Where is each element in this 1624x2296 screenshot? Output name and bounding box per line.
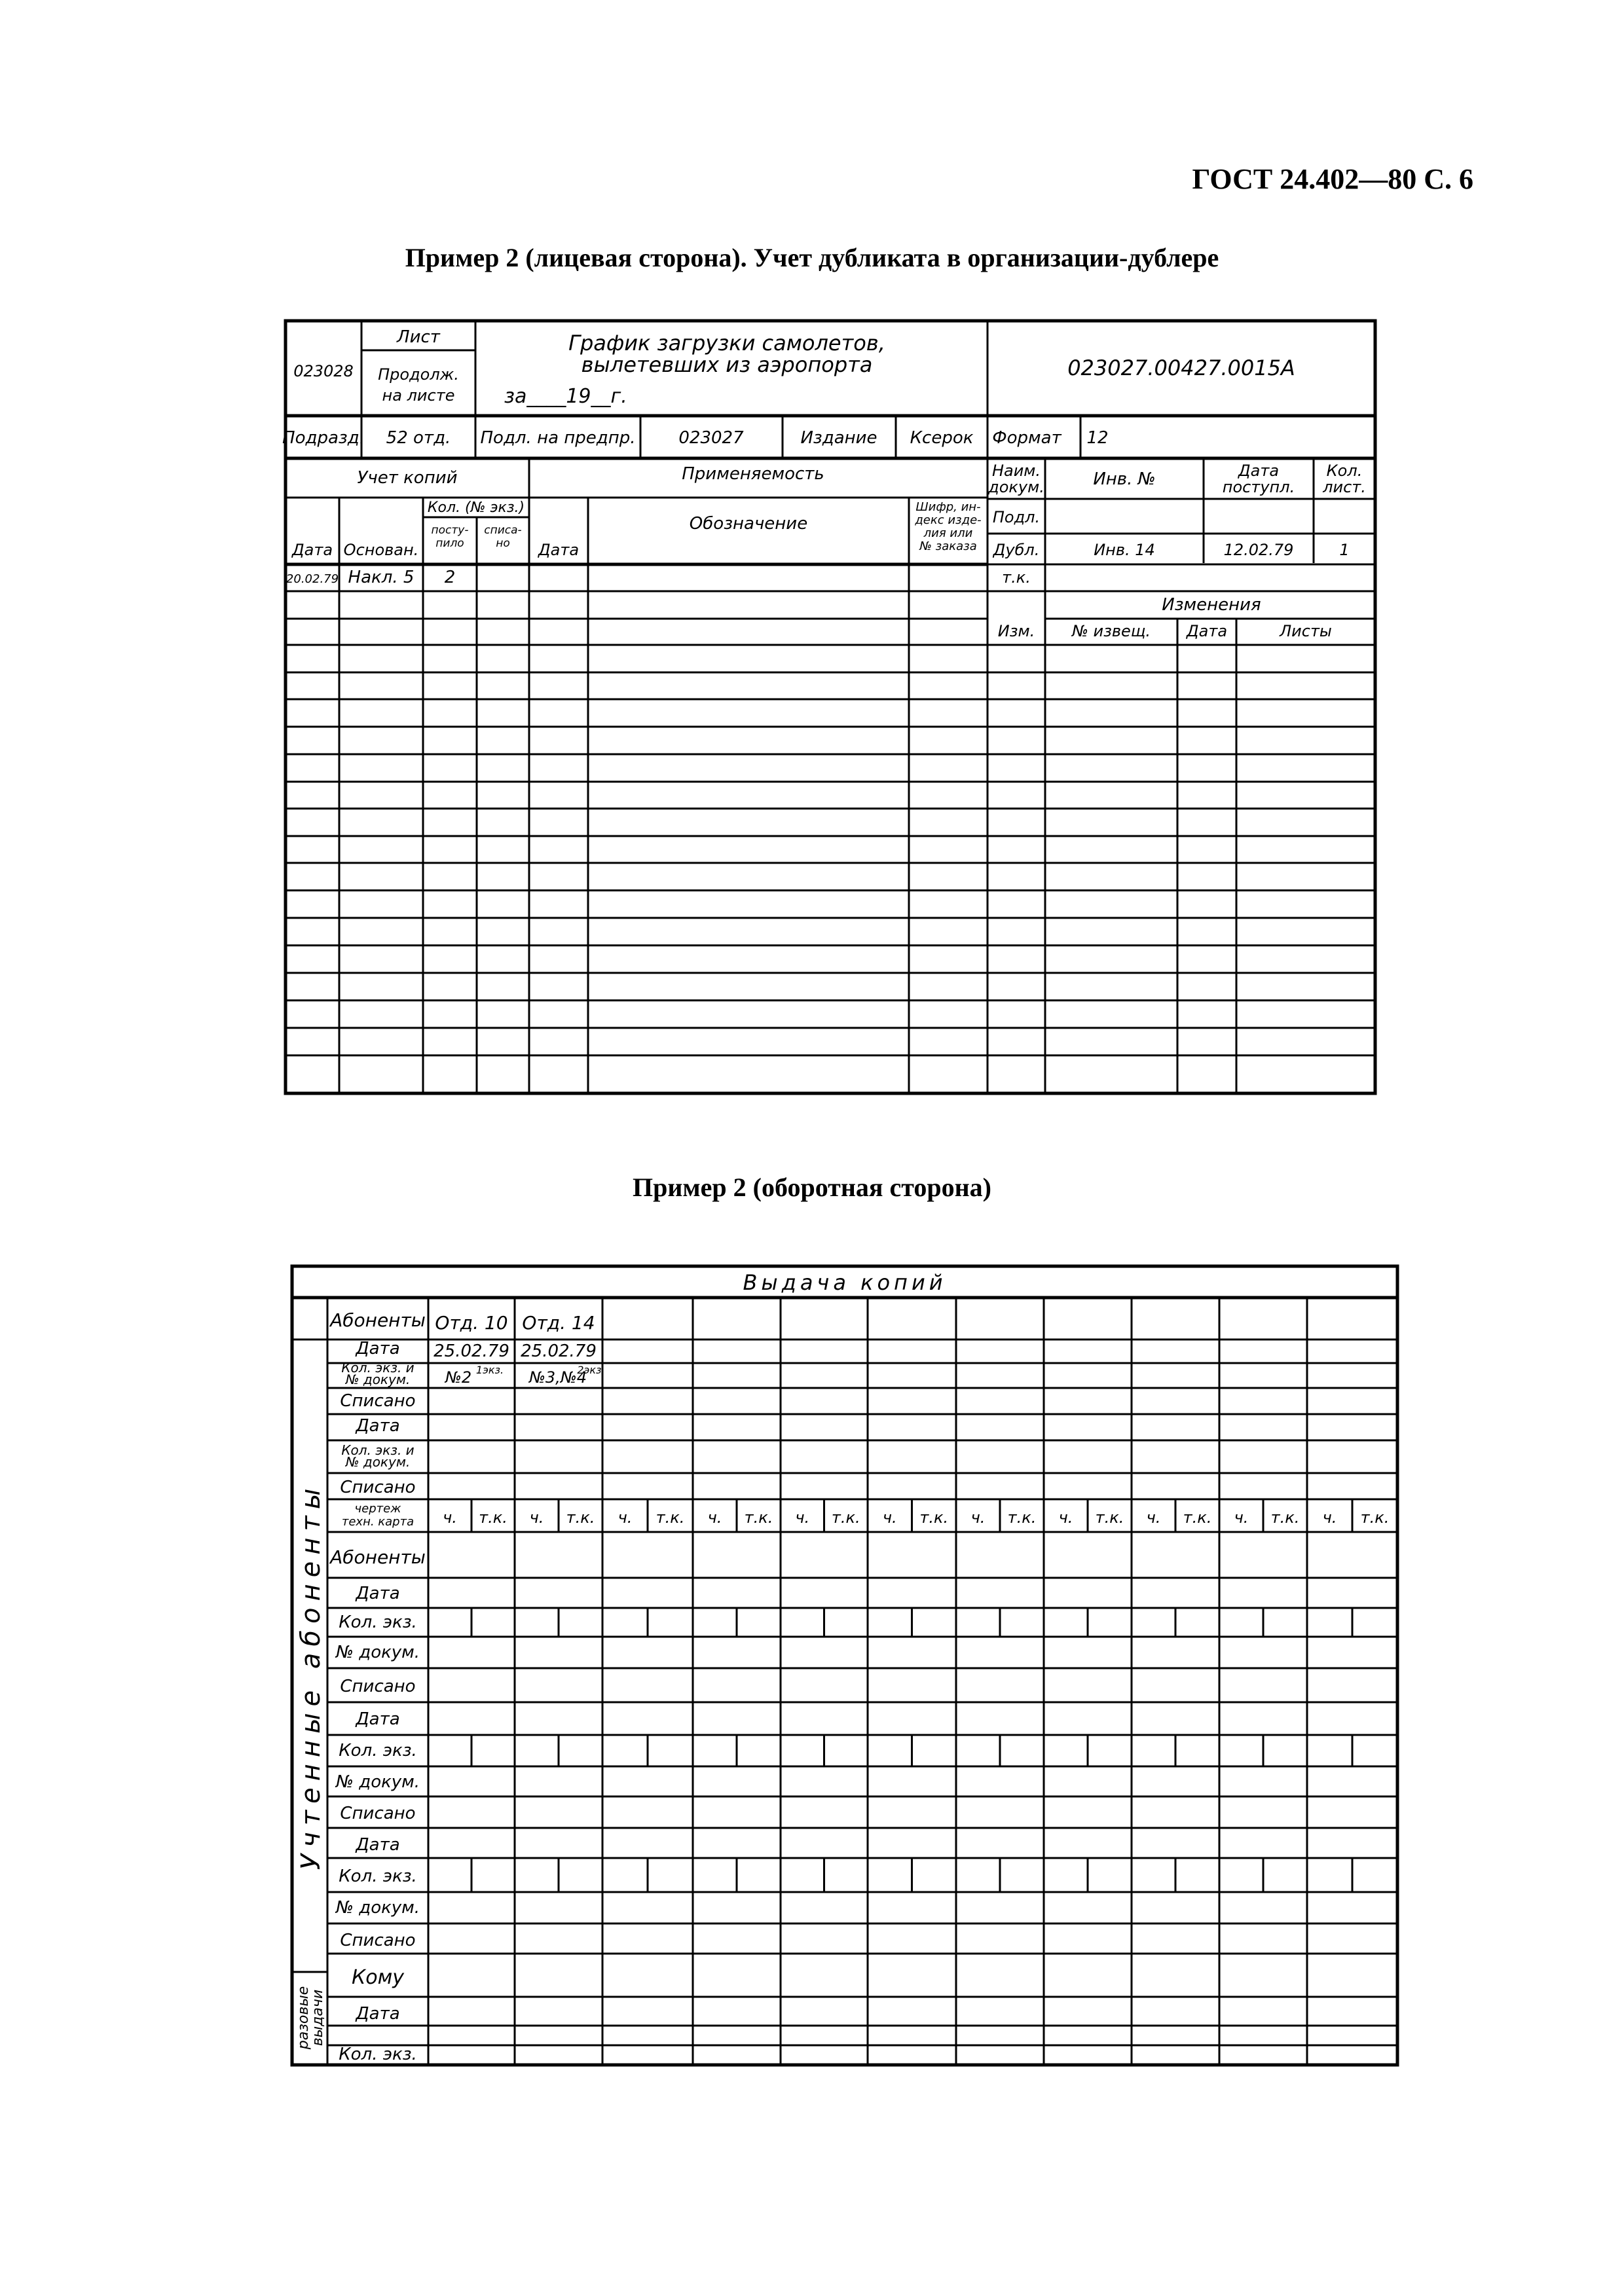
kol-list-2: лист.	[1323, 478, 1366, 496]
podl-value: 023027	[678, 428, 744, 448]
data-post-1: Дата	[1238, 462, 1280, 480]
back-row-label: Дата	[356, 1339, 400, 1358]
back-row-label: Кол. экз.	[339, 2045, 417, 2064]
tk-label: т.к.	[1095, 1508, 1124, 1527]
back-row-label: № докум.	[345, 1454, 411, 1470]
tk-label: т.к.	[479, 1508, 507, 1527]
postupilo-2: пило	[435, 537, 464, 550]
shifr-3: лия или	[923, 526, 973, 540]
front-title-2: вылетевших из аэропорта	[581, 352, 873, 377]
side-label: Учтенные абоненты	[296, 1482, 326, 1870]
format-label: Формат	[992, 428, 1061, 448]
tk-label: т.к.	[919, 1508, 949, 1527]
back-row-label: Абоненты	[330, 1309, 426, 1331]
front-caption: Пример 2 (лицевая сторона). Учет дубликата в организации-дублере	[405, 243, 1219, 272]
back-row-label: Дата	[356, 2004, 400, 2024]
dubl-row: Дубл.	[993, 541, 1040, 559]
front-prodolzh-1: Продолж.	[378, 365, 459, 384]
vydacha-title: Выдача копий	[743, 1270, 947, 1295]
front-doc-number: 023027.00427.0015А	[1067, 355, 1295, 380]
tk-label: т.к.	[744, 1508, 773, 1527]
back-row-label: Списано	[340, 1804, 416, 1823]
ch-label: ч.	[882, 1508, 897, 1527]
izm: Изм.	[997, 622, 1035, 640]
back-row-label: Дата	[356, 1835, 400, 1855]
back-row-label: техн. карта	[341, 1515, 415, 1529]
back-row-label: чертеж	[354, 1502, 401, 1516]
ch-label: ч.	[1146, 1508, 1161, 1527]
back-row-label: Абоненты	[330, 1546, 426, 1568]
oboznachenie: Обозначение	[689, 514, 808, 534]
izdanie-value: Ксерок	[910, 428, 974, 448]
date-1: 25.02.79	[434, 1341, 509, 1361]
back-row-label: Дата	[356, 1416, 400, 1436]
tk-label: т.к.	[831, 1508, 860, 1527]
ch-label: ч.	[1234, 1508, 1249, 1527]
row1-post: 2	[444, 568, 456, 587]
back-row-label: Кол. экз.	[339, 1741, 417, 1760]
tk-label: т.к.	[1183, 1508, 1212, 1527]
ch-label: ч.	[443, 1508, 457, 1527]
num-2-sup: 2экз	[577, 1364, 602, 1376]
back-row-label: № докум.	[345, 1372, 411, 1387]
tk-label: т.к.	[1270, 1508, 1300, 1527]
uchet-kopiy: Учет копий	[357, 468, 458, 488]
back-row-label: Списано	[340, 1677, 416, 1696]
shifr-4: № заказа	[919, 539, 977, 553]
page-header: ГОСТ 24.402—80 С. 6	[1192, 163, 1473, 195]
front-title-3: за____19__г.	[504, 385, 627, 408]
back-caption: Пример 2 (оборотная сторона)	[633, 1173, 991, 1202]
back-row-label: № докум.	[335, 1772, 420, 1792]
kol-ekz-header: Кол. (№ экз.)	[427, 500, 525, 516]
tk-row: т.к.	[1002, 568, 1031, 587]
ch-label: ч.	[707, 1508, 722, 1527]
shifr-2: декс изде-	[915, 513, 982, 527]
spisano-1: списа-	[484, 524, 522, 537]
format-value: 12	[1086, 428, 1109, 448]
abonent-2: Отд. 14	[522, 1312, 595, 1334]
ch-label: ч.	[795, 1508, 810, 1527]
num-1-sup: 1экз.	[475, 1364, 504, 1376]
back-row-label: Списано	[340, 1931, 416, 1950]
ch-label: ч.	[970, 1508, 986, 1527]
ch-label: ч.	[529, 1508, 544, 1527]
back-row-label: Кол. экз.	[339, 1867, 417, 1886]
spisano-2: но	[496, 537, 510, 550]
abonent-1: Отд. 10	[435, 1312, 508, 1334]
num-2: №3,№4	[528, 1368, 587, 1387]
data-post-2: поступл.	[1222, 478, 1295, 496]
ch-label: ч.	[1058, 1508, 1073, 1527]
back-row-label: Кол. экз. и	[341, 1360, 415, 1376]
tk-label: т.к.	[1007, 1508, 1037, 1527]
dubl-inv: Инв. 14	[1094, 541, 1155, 559]
naim-1: Наим.	[991, 462, 1041, 480]
side-label2-2: выдачи	[310, 1989, 326, 2047]
izm-data: Дата	[1186, 622, 1228, 640]
back-row-label: Дата	[356, 1709, 400, 1729]
shifr-1: Шифр, ин-	[915, 500, 981, 514]
tk-label: т.к.	[655, 1508, 685, 1527]
date-2: 25.02.79	[521, 1341, 597, 1361]
data-col: Дата	[291, 541, 333, 559]
side-label2-1: разовые	[295, 1986, 312, 2050]
kol-list-1: Кол.	[1326, 462, 1363, 480]
back-row-label: Кому	[351, 1966, 405, 1989]
listy: Листы	[1280, 622, 1332, 640]
front-title-1: График загрузки самолетов,	[568, 331, 885, 355]
data-col2: Дата	[538, 541, 580, 559]
num-1: №2	[445, 1368, 472, 1387]
back-row-label: Кол. экз.	[339, 1613, 417, 1632]
front-prodolzh-2: на листе	[382, 386, 455, 405]
primenyaemost: Применяемость	[682, 464, 824, 484]
podrazd-value: 52 отд.	[386, 428, 451, 448]
osnovan-col: Основан.	[343, 541, 419, 559]
ch-label: ч.	[618, 1508, 633, 1527]
row1-date: 20.02.79	[286, 572, 339, 586]
dubl-date: 12.02.79	[1223, 541, 1294, 559]
podl-label: Подл. на предпр.	[480, 428, 636, 448]
row1-osnov: Накл. 5	[348, 568, 415, 587]
izmeneniya: Изменения	[1162, 595, 1261, 615]
tk-label: т.к.	[1360, 1508, 1390, 1527]
postupilo-1: посту-	[431, 524, 469, 537]
podl-row: Подл.	[992, 508, 1041, 526]
dubl-kol: 1	[1339, 541, 1350, 559]
back-row-label: № докум.	[335, 1898, 420, 1918]
back-row-label: Списано	[340, 1478, 416, 1497]
izdanie-label: Издание	[800, 428, 877, 448]
back-row-label: Кол. экз. и	[341, 1442, 415, 1458]
inv-label: Инв. №	[1093, 469, 1156, 489]
back-row-label: Дата	[356, 1584, 400, 1603]
front-list-label: Лист	[397, 327, 440, 347]
n-izv: № извещ.	[1071, 622, 1151, 640]
front-code-left: 023028	[293, 362, 354, 380]
back-row-label: Списано	[340, 1391, 416, 1411]
naim-2: докум.	[988, 478, 1044, 496]
tk-label: т.к.	[566, 1508, 595, 1527]
podrazd-label: Подразд.	[282, 428, 365, 448]
back-row-label: № докум.	[335, 1643, 420, 1662]
ch-label: ч.	[1322, 1508, 1337, 1527]
